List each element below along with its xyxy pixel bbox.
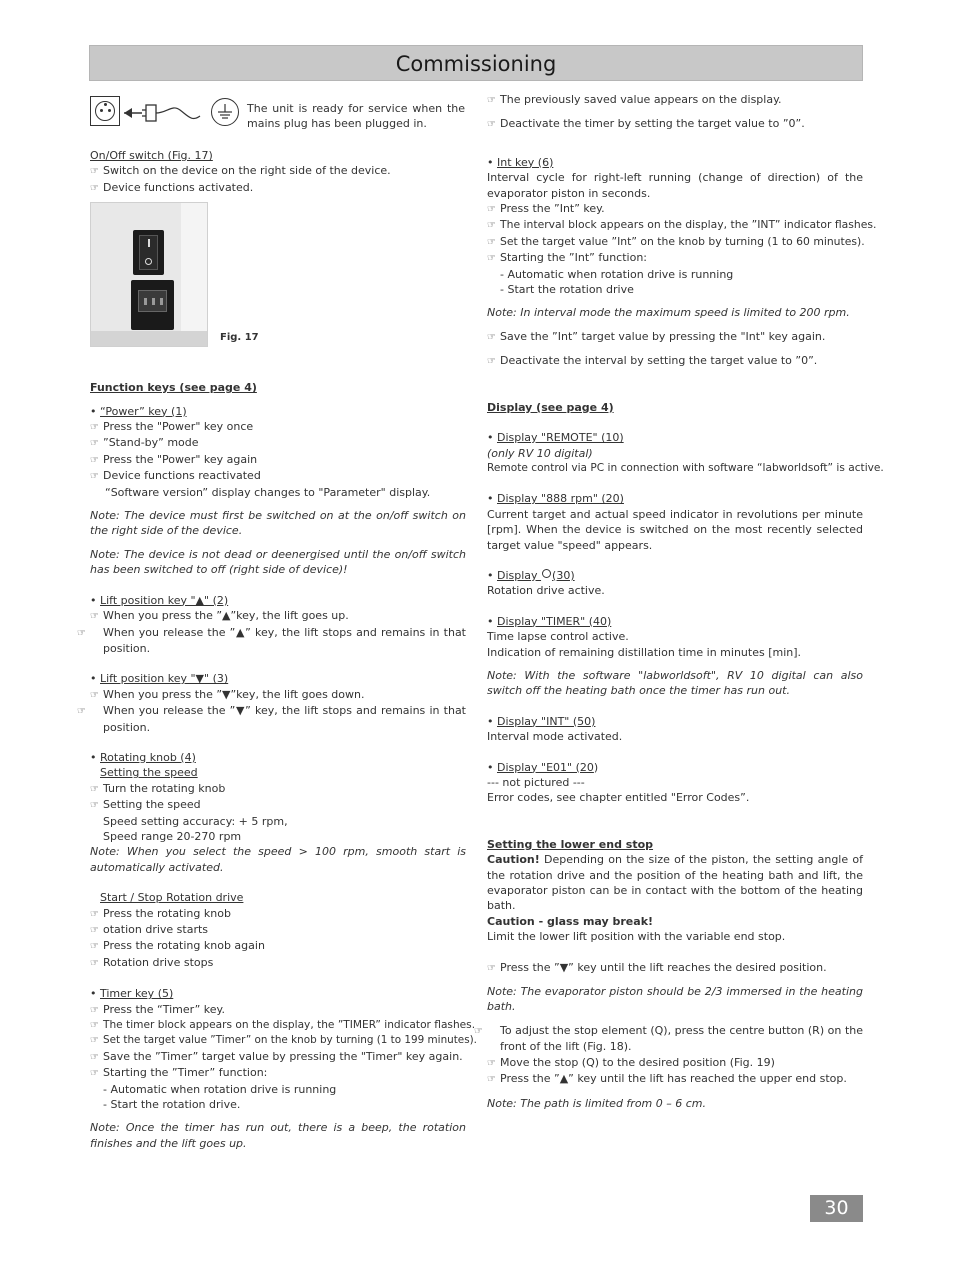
list-item: ☞ When you release the ”▲” key, the lift stops and remains in that position. <box>77 625 466 655</box>
knob-subheading: Start / Stop Rotation drive <box>100 891 244 905</box>
pointing-hand-icon: ☞ <box>90 689 99 701</box>
list-item: ☞ Press the ”▲” key until the lift has reached the upper end stop. <box>487 1071 863 1087</box>
knob-accuracy: Speed setting accuracy: + 5 rpm, <box>103 814 288 828</box>
list-item: ☞ The previously saved value appears on the display. <box>487 92 863 108</box>
list-item: ☞ Rotation drive stops <box>90 955 466 971</box>
pointing-hand-icon: ☞ <box>90 182 99 194</box>
int-key-title: • Int key (6) <box>487 155 554 169</box>
figure-17 <box>90 202 466 352</box>
display-timer-desc: Indication of remaining distillation time in minutes [min]. <box>487 645 802 659</box>
note: Note: When you select the speed > 100 rpm, smooth start is automatically activated. <box>90 845 466 874</box>
pointing-hand-icon: ☞ <box>90 925 99 936</box>
display-int-title: • Display "INT" (50) <box>487 714 596 728</box>
mains-ready-text: The unit is ready for service when the mains plug has been plugged in. <box>247 102 465 131</box>
page-title: Commissioning <box>395 52 557 76</box>
note: Note: The evaporator piston should be 2/3 immersed in the heating bath. <box>487 985 863 1014</box>
pointing-hand-icon: ☞ <box>90 908 99 920</box>
display-rotation-desc: Rotation drive active. <box>487 584 605 598</box>
list-item: ☞ Move the stop (Q) to the desired position (Fig. 19) <box>487 1055 863 1071</box>
list-item: ☞ Starting the ”Int” function: <box>487 250 863 266</box>
pointing-hand-icon: ☞ <box>90 422 99 434</box>
knob-subheading: Setting the speed <box>100 766 198 780</box>
knob-title: • Rotating knob (4) <box>90 750 196 764</box>
note: Note: The path is limited from 0 – 6 cm. <box>487 1096 707 1110</box>
list-item: ☞ The timer block appears on the display, the ”TIMER” indicator flashes. <box>90 1018 466 1033</box>
header-bar <box>89 45 863 81</box>
display-heading: Display (see page 4) <box>487 400 614 414</box>
pointing-hand-icon: ☞ <box>90 611 99 623</box>
pointing-hand-icon: ☞ <box>90 783 99 795</box>
function-keys-heading: Function keys (see page 4) <box>90 381 257 395</box>
pointing-hand-icon: ☞ <box>474 1025 483 1037</box>
list-item: ☞ Turn the rotating knob <box>90 781 466 797</box>
display-rpm-desc: Current target and actual speed indicator in revolutions per minute [rpm]. When the device is switched on the most recently selected target value "speed" appears. <box>487 507 863 552</box>
power-socket-image <box>131 280 174 330</box>
pointing-hand-icon: ☞ <box>487 962 496 974</box>
pointing-hand-icon: ☞ <box>90 454 99 466</box>
note: Note: Once the timer has run out, there is a beep, the rotation finishes and the lift goes up. <box>90 1121 466 1150</box>
caution-glass: Caution - glass may break! <box>487 914 654 928</box>
list-item: ☞ Starting the ”Timer” function: <box>90 1065 466 1081</box>
list-subitem: - Start the rotation drive. <box>103 1098 241 1112</box>
display-rpm-title: • Display "888 rpm" (20) <box>487 492 624 506</box>
list-subitem: - Start the rotation drive <box>500 283 634 297</box>
list-item: ☞ Press the rotating knob <box>90 906 466 922</box>
pointing-hand-icon: ☞ <box>487 204 496 216</box>
pointing-hand-icon: ☞ <box>487 95 496 106</box>
timer-key-title: • Timer key (5) <box>90 987 174 1001</box>
pointing-hand-icon: ☞ <box>90 941 99 953</box>
display-remote-desc: Remote control via PC in connection with software “labworldsoft” is active. <box>487 461 884 474</box>
figure-caption: Fig. 17 <box>220 332 259 344</box>
list-item: ☞ Set the target value ”Int” on the knob by turning (1 to 60 minutes). <box>487 234 863 250</box>
pointing-hand-icon: ☞ <box>90 1004 99 1016</box>
pointing-hand-icon: ☞ <box>90 800 99 812</box>
list-item: ☞ Press the ”Int” key. <box>487 201 863 217</box>
display-timer-desc: Time lapse control active. <box>487 630 629 644</box>
display-timer-title: • Display "TIMER" (40) <box>487 614 612 628</box>
list-item: ☞ Press the rotating knob again <box>90 938 466 954</box>
pointing-hand-icon: ☞ <box>77 706 86 718</box>
note: Note: The device must first be switched on at the on/off switch on the right side of the device. <box>90 509 466 538</box>
note: Note: With the software "labworldsoft", RV 10 digital can also switch off the heating bath once the timer has run out. <box>487 668 863 698</box>
pointing-hand-icon: ☞ <box>90 471 99 483</box>
list-item: ☞ Deactivate the interval by setting the target value to ”0”. <box>487 353 863 369</box>
list-item: ☞ ”Stand-by” mode <box>90 435 466 451</box>
onoff-switch-image <box>133 230 164 275</box>
caution-paragraph: Caution! Depending on the size of the piston, the setting angle of the rotation drive and the position of the heating bath and lift, the evaporator piston can be in contact with the bottom of the heating bath. <box>487 853 863 913</box>
list-item: ☞ Setting the speed <box>90 797 466 813</box>
note: Note: In interval mode the maximum speed is limited to 200 rpm. <box>487 306 850 320</box>
display-e01-title: • Display "E01" (20) <box>487 760 599 774</box>
pointing-hand-icon: ☞ <box>90 1051 99 1063</box>
lift-down-title: • Lift position key "▼" (3) <box>90 672 229 686</box>
list-item: ☞ The interval block appears on the display, the ”INT” indicator flashes. <box>487 217 863 233</box>
pointing-hand-icon: ☞ <box>487 253 496 265</box>
list-item: ☞ When you press the ”▼”key, the lift goes down. <box>90 687 466 703</box>
pointing-hand-icon: ☞ <box>487 119 496 131</box>
page-number: 30 <box>824 1197 849 1219</box>
pointing-hand-icon: ☞ <box>90 166 99 178</box>
pointing-hand-icon: ☞ <box>487 236 496 248</box>
limit-text: Limit the lower lift position with the variable end stop. <box>487 930 786 944</box>
symbols-row <box>90 92 466 144</box>
list-item: ☞ Press the “Timer” key. <box>90 1002 466 1018</box>
pointing-hand-icon: ☞ <box>77 627 86 639</box>
pointing-hand-icon: ☞ <box>90 1035 99 1047</box>
list-item: ☞ Press the "Power" key once <box>90 419 466 435</box>
socket-symbol-icon <box>90 96 120 126</box>
list-item: ☞ When you press the ”▲”key, the lift goes up. <box>90 608 466 624</box>
list-item: ☞ Save the ”Int” target value by pressing the "Int" key again. <box>487 329 863 345</box>
right-column <box>474 92 884 1111</box>
pointing-hand-icon: ☞ <box>487 1074 496 1086</box>
pointing-hand-icon: ☞ <box>487 220 496 232</box>
lift-up-title: • Lift position key "▲" (2) <box>90 593 229 607</box>
power-key-title: • “Power” key (1) <box>90 404 187 418</box>
list-item: ☞ Deactivate the timer by setting the target value to ”0”. <box>487 116 863 132</box>
list-item: ☞ Device functions activated. <box>90 180 466 196</box>
list-subitem: - Automatic when rotation drive is running <box>500 267 734 281</box>
display-e01-not-pictured: --- not pictured --- <box>487 776 585 789</box>
pointing-hand-icon: ☞ <box>90 438 99 450</box>
knob-range: Speed range 20-270 rpm <box>103 829 242 843</box>
list-item: ☞ Device functions reactivated <box>90 468 466 484</box>
onoff-heading: On/Off switch (Fig. 17) <box>90 149 213 162</box>
rotation-circle-icon <box>542 569 551 578</box>
earth-ground-icon <box>211 98 239 126</box>
display-remote-title: • Display "REMOTE" (10) <box>487 431 624 445</box>
note: Note: The device is not dead or deenergised until the on/off switch has been switched to off (right side of device)! <box>90 547 466 577</box>
list-item: ☞ Switch on the device on the right side of the device. <box>90 163 466 179</box>
list-item: ☞ When you release the ”▼” key, the lift stops and remains in that position. <box>77 704 466 734</box>
pointing-hand-icon: ☞ <box>90 1020 99 1032</box>
list-subitem: - Automatic when rotation drive is running <box>103 1082 337 1096</box>
list-item: ☞ To adjust the stop element (Q), press the centre button (R) on the front of the lift (Fig. 18). <box>474 1023 863 1054</box>
list-item: ☞ otation drive starts <box>90 922 466 938</box>
pointing-hand-icon: ☞ <box>90 1068 99 1080</box>
left-column <box>77 92 477 1151</box>
power-display-note: “Software version” display changes to "Parameter" display. <box>105 485 431 499</box>
list-item: ☞ Press the "Power" key again <box>90 452 466 468</box>
display-int-desc: Interval mode activated. <box>487 730 623 744</box>
list-item: ☞ Save the ”Timer” target value by pressing the "Timer" key again. <box>90 1049 466 1065</box>
device-switch-photo <box>90 202 208 347</box>
display-remote-only: (only RV 10 digital) <box>487 446 593 460</box>
pointing-hand-icon: ☞ <box>487 331 496 343</box>
display-e01-desc: Error codes, see chapter entitled "Error Codes”. <box>487 791 750 805</box>
pointing-hand-icon: ☞ <box>487 356 496 368</box>
pointing-hand-icon: ☞ <box>90 957 99 969</box>
end-stop-heading: Setting the lower end stop <box>487 837 654 851</box>
list-item: ☞ Press the ”▼” key until the lift reaches the desired position. <box>487 960 863 976</box>
page-number-badge <box>810 1195 863 1222</box>
display-rotation-title: • Display (30) <box>487 568 575 582</box>
list-item: ☞ Set the target value ”Timer” on the knob by turning (1 to 199 minutes). <box>90 1033 466 1048</box>
int-description: Interval cycle for right-left running (change of direction) of the evaporator piston in seconds. <box>487 171 863 200</box>
pointing-hand-icon: ☞ <box>487 1057 496 1069</box>
plug-arrow-icon <box>122 102 202 124</box>
